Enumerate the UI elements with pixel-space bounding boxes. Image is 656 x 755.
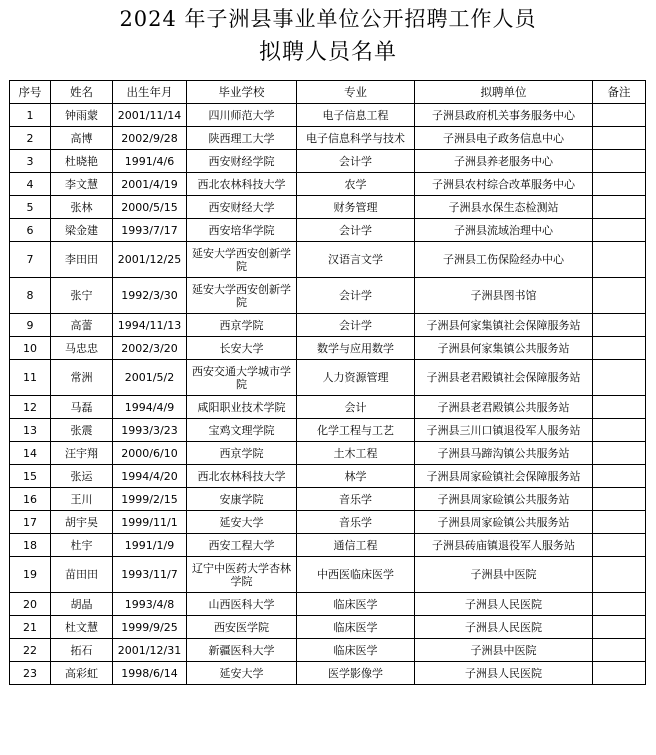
cell-school: 西安财经大学 (187, 196, 297, 219)
cell-school: 西北农林科技大学 (187, 465, 297, 488)
cell-no: 9 (10, 314, 51, 337)
cell-major: 医学影像学 (297, 662, 415, 685)
table-row (10, 150, 646, 173)
table-row (10, 442, 646, 465)
cell-name: 杜文慧 (51, 616, 113, 639)
cell-name: 张运 (51, 465, 113, 488)
cell-note (593, 150, 646, 173)
cell-name: 苗田田 (51, 557, 113, 593)
table-row (10, 104, 646, 127)
cell-unit: 子洲县何家集镇社会保障服务站 (415, 314, 593, 337)
cell-school: 西安医学院 (187, 616, 297, 639)
cell-no: 13 (10, 419, 51, 442)
cell-note (593, 278, 646, 314)
cell-note (593, 173, 646, 196)
cell-major: 会计学 (297, 150, 415, 173)
cell-note (593, 242, 646, 278)
cell-unit: 子洲县人民医院 (415, 593, 593, 616)
header-name: 姓名 (51, 81, 113, 104)
cell-unit: 子洲县三川口镇退役军人服务站 (415, 419, 593, 442)
cell-note (593, 396, 646, 419)
cell-unit: 子洲县养老服务中心 (415, 150, 593, 173)
cell-birth: 2000/5/15 (113, 196, 187, 219)
table-row (10, 534, 646, 557)
cell-birth: 1993/4/8 (113, 593, 187, 616)
cell-name: 高博 (51, 127, 113, 150)
cell-birth: 2002/3/20 (113, 337, 187, 360)
cell-birth: 2001/12/31 (113, 639, 187, 662)
cell-name: 马磊 (51, 396, 113, 419)
cell-birth: 2002/9/28 (113, 127, 187, 150)
cell-birth: 1999/9/25 (113, 616, 187, 639)
cell-note (593, 196, 646, 219)
cell-note (593, 127, 646, 150)
cell-note (593, 662, 646, 685)
cell-school: 延安大学西安创新学院 (187, 278, 297, 314)
cell-unit: 子洲县人民医院 (415, 616, 593, 639)
cell-school: 辽宁中医药大学杏林学院 (187, 557, 297, 593)
cell-name: 李田田 (51, 242, 113, 278)
cell-name: 杜晓艳 (51, 150, 113, 173)
cell-birth: 1999/2/15 (113, 488, 187, 511)
cell-unit: 子洲县政府机关事务服务中心 (415, 104, 593, 127)
cell-unit: 子洲县中医院 (415, 639, 593, 662)
cell-birth: 2001/5/2 (113, 360, 187, 396)
header-major: 专业 (297, 81, 415, 104)
cell-no: 14 (10, 442, 51, 465)
cell-school: 西安财经学院 (187, 150, 297, 173)
cell-major: 临床医学 (297, 639, 415, 662)
cell-birth: 2000/6/10 (113, 442, 187, 465)
table-row (10, 557, 646, 593)
cell-birth: 1994/4/20 (113, 465, 187, 488)
cell-school: 西安工程大学 (187, 534, 297, 557)
cell-name: 拓石 (51, 639, 113, 662)
cell-note (593, 557, 646, 593)
cell-no: 20 (10, 593, 51, 616)
cell-school: 延安大学西安创新学院 (187, 242, 297, 278)
cell-major: 电子信息科学与技术 (297, 127, 415, 150)
cell-note (593, 104, 646, 127)
cell-name: 梁金建 (51, 219, 113, 242)
cell-no: 8 (10, 278, 51, 314)
table-body (10, 104, 646, 685)
cell-birth: 1998/6/14 (113, 662, 187, 685)
cell-note (593, 639, 646, 662)
cell-unit: 子洲县图书馆 (415, 278, 593, 314)
cell-school: 西京学院 (187, 314, 297, 337)
cell-no: 15 (10, 465, 51, 488)
cell-birth: 1991/4/6 (113, 150, 187, 173)
table-row (10, 639, 646, 662)
cell-no: 18 (10, 534, 51, 557)
document-subtitle: 拟聘人员名单 (258, 40, 397, 65)
cell-school: 陕西理工大学 (187, 127, 297, 150)
table-row (10, 488, 646, 511)
cell-school: 延安大学 (187, 511, 297, 534)
table-row (10, 465, 646, 488)
cell-name: 钟雨蒙 (51, 104, 113, 127)
table-row (10, 360, 646, 396)
cell-major: 数学与应用数学 (297, 337, 415, 360)
table-header-row (10, 81, 646, 104)
cell-no: 16 (10, 488, 51, 511)
cell-note (593, 442, 646, 465)
cell-no: 22 (10, 639, 51, 662)
table-row (10, 278, 646, 314)
cell-name: 杜宇 (51, 534, 113, 557)
cell-major: 临床医学 (297, 593, 415, 616)
cell-name: 李文慧 (51, 173, 113, 196)
table-row (10, 196, 646, 219)
cell-no: 23 (10, 662, 51, 685)
cell-unit: 子洲县人民医院 (415, 662, 593, 685)
cell-unit: 子洲县周家硷镇社会保障服务站 (415, 465, 593, 488)
cell-no: 7 (10, 242, 51, 278)
cell-unit: 子洲县老君殿镇公共服务站 (415, 396, 593, 419)
cell-school: 西北农林科技大学 (187, 173, 297, 196)
table-row (10, 127, 646, 150)
cell-birth: 2001/4/19 (113, 173, 187, 196)
cell-major: 音乐学 (297, 488, 415, 511)
cell-name: 高彩虹 (51, 662, 113, 685)
cell-major: 电子信息工程 (297, 104, 415, 127)
table-row (10, 593, 646, 616)
cell-no: 11 (10, 360, 51, 396)
header-school: 毕业学校 (187, 81, 297, 104)
table-row (10, 242, 646, 278)
table-row (10, 314, 646, 337)
header-note: 备注 (593, 81, 646, 104)
header-no: 序号 (10, 81, 51, 104)
cell-major: 会计学 (297, 278, 415, 314)
cell-birth: 1999/11/1 (113, 511, 187, 534)
cell-unit: 子洲县水保生态检测站 (415, 196, 593, 219)
cell-major: 音乐学 (297, 511, 415, 534)
cell-unit: 子洲县老君殿镇社会保障服务站 (415, 360, 593, 396)
table-row (10, 419, 646, 442)
cell-unit: 子洲县农村综合改革服务中心 (415, 173, 593, 196)
table-row (10, 219, 646, 242)
cell-unit: 子洲县电子政务信息中心 (415, 127, 593, 150)
cell-birth: 1993/11/7 (113, 557, 187, 593)
cell-name: 高蕾 (51, 314, 113, 337)
cell-no: 4 (10, 173, 51, 196)
cell-birth: 1994/11/13 (113, 314, 187, 337)
personnel-table (9, 80, 646, 685)
cell-note (593, 465, 646, 488)
header-birth: 出生年月 (113, 81, 187, 104)
cell-birth: 1993/3/23 (113, 419, 187, 442)
cell-name: 汪宇翔 (51, 442, 113, 465)
cell-major: 农学 (297, 173, 415, 196)
cell-major: 财务管理 (297, 196, 415, 219)
cell-note (593, 314, 646, 337)
cell-school: 长安大学 (187, 337, 297, 360)
cell-birth: 2001/12/25 (113, 242, 187, 278)
cell-major: 会计 (297, 396, 415, 419)
cell-unit: 子洲县砖庙镇退役军人服务站 (415, 534, 593, 557)
cell-name: 常洲 (51, 360, 113, 396)
cell-note (593, 419, 646, 442)
cell-no: 10 (10, 337, 51, 360)
cell-birth: 1991/1/9 (113, 534, 187, 557)
table-row (10, 511, 646, 534)
cell-unit: 子洲县流域治理中心 (415, 219, 593, 242)
cell-note (593, 616, 646, 639)
cell-no: 21 (10, 616, 51, 639)
cell-unit: 子洲县中医院 (415, 557, 593, 593)
cell-no: 6 (10, 219, 51, 242)
cell-major: 林学 (297, 465, 415, 488)
cell-major: 会计学 (297, 314, 415, 337)
cell-no: 1 (10, 104, 51, 127)
cell-note (593, 593, 646, 616)
cell-school: 西安培华学院 (187, 219, 297, 242)
cell-name: 张宁 (51, 278, 113, 314)
cell-major: 土木工程 (297, 442, 415, 465)
cell-name: 胡宇昊 (51, 511, 113, 534)
document-title: 2024 年子洲县事业单位公开招聘工作人员 (119, 7, 537, 31)
header-unit: 拟聘单位 (415, 81, 593, 104)
cell-no: 19 (10, 557, 51, 593)
cell-school: 四川师范大学 (187, 104, 297, 127)
cell-school: 西安交通大学城市学院 (187, 360, 297, 396)
table-row (10, 616, 646, 639)
cell-birth: 1993/7/17 (113, 219, 187, 242)
cell-name: 张震 (51, 419, 113, 442)
cell-note (593, 511, 646, 534)
cell-major: 通信工程 (297, 534, 415, 557)
cell-unit: 子洲县工伤保险经办中心 (415, 242, 593, 278)
cell-no: 3 (10, 150, 51, 173)
cell-unit: 子洲县马蹄沟镇公共服务站 (415, 442, 593, 465)
cell-name: 胡晶 (51, 593, 113, 616)
cell-name: 马忠忠 (51, 337, 113, 360)
cell-major: 临床医学 (297, 616, 415, 639)
cell-name: 王川 (51, 488, 113, 511)
table-row (10, 337, 646, 360)
cell-note (593, 488, 646, 511)
cell-major: 人力资源管理 (297, 360, 415, 396)
cell-major: 化学工程与工艺 (297, 419, 415, 442)
table-row (10, 396, 646, 419)
cell-no: 5 (10, 196, 51, 219)
cell-note (593, 534, 646, 557)
cell-note (593, 360, 646, 396)
cell-school: 安康学院 (187, 488, 297, 511)
cell-no: 12 (10, 396, 51, 419)
cell-major: 会计学 (297, 219, 415, 242)
table-row (10, 173, 646, 196)
cell-unit: 子洲县周家硷镇公共服务站 (415, 488, 593, 511)
cell-note (593, 337, 646, 360)
cell-school: 新疆医科大学 (187, 639, 297, 662)
cell-birth: 1992/3/30 (113, 278, 187, 314)
cell-school: 西京学院 (187, 442, 297, 465)
cell-unit: 子洲县周家硷镇公共服务站 (415, 511, 593, 534)
cell-no: 17 (10, 511, 51, 534)
cell-birth: 1994/4/9 (113, 396, 187, 419)
cell-school: 宝鸡文理学院 (187, 419, 297, 442)
cell-school: 咸阳职业技术学院 (187, 396, 297, 419)
table-row (10, 662, 646, 685)
cell-unit: 子洲县何家集镇公共服务站 (415, 337, 593, 360)
cell-school: 山西医科大学 (187, 593, 297, 616)
cell-birth: 2001/11/14 (113, 104, 187, 127)
cell-school: 延安大学 (187, 662, 297, 685)
cell-name: 张林 (51, 196, 113, 219)
cell-major: 中西医临床医学 (297, 557, 415, 593)
cell-no: 2 (10, 127, 51, 150)
cell-major: 汉语言文学 (297, 242, 415, 278)
cell-note (593, 219, 646, 242)
